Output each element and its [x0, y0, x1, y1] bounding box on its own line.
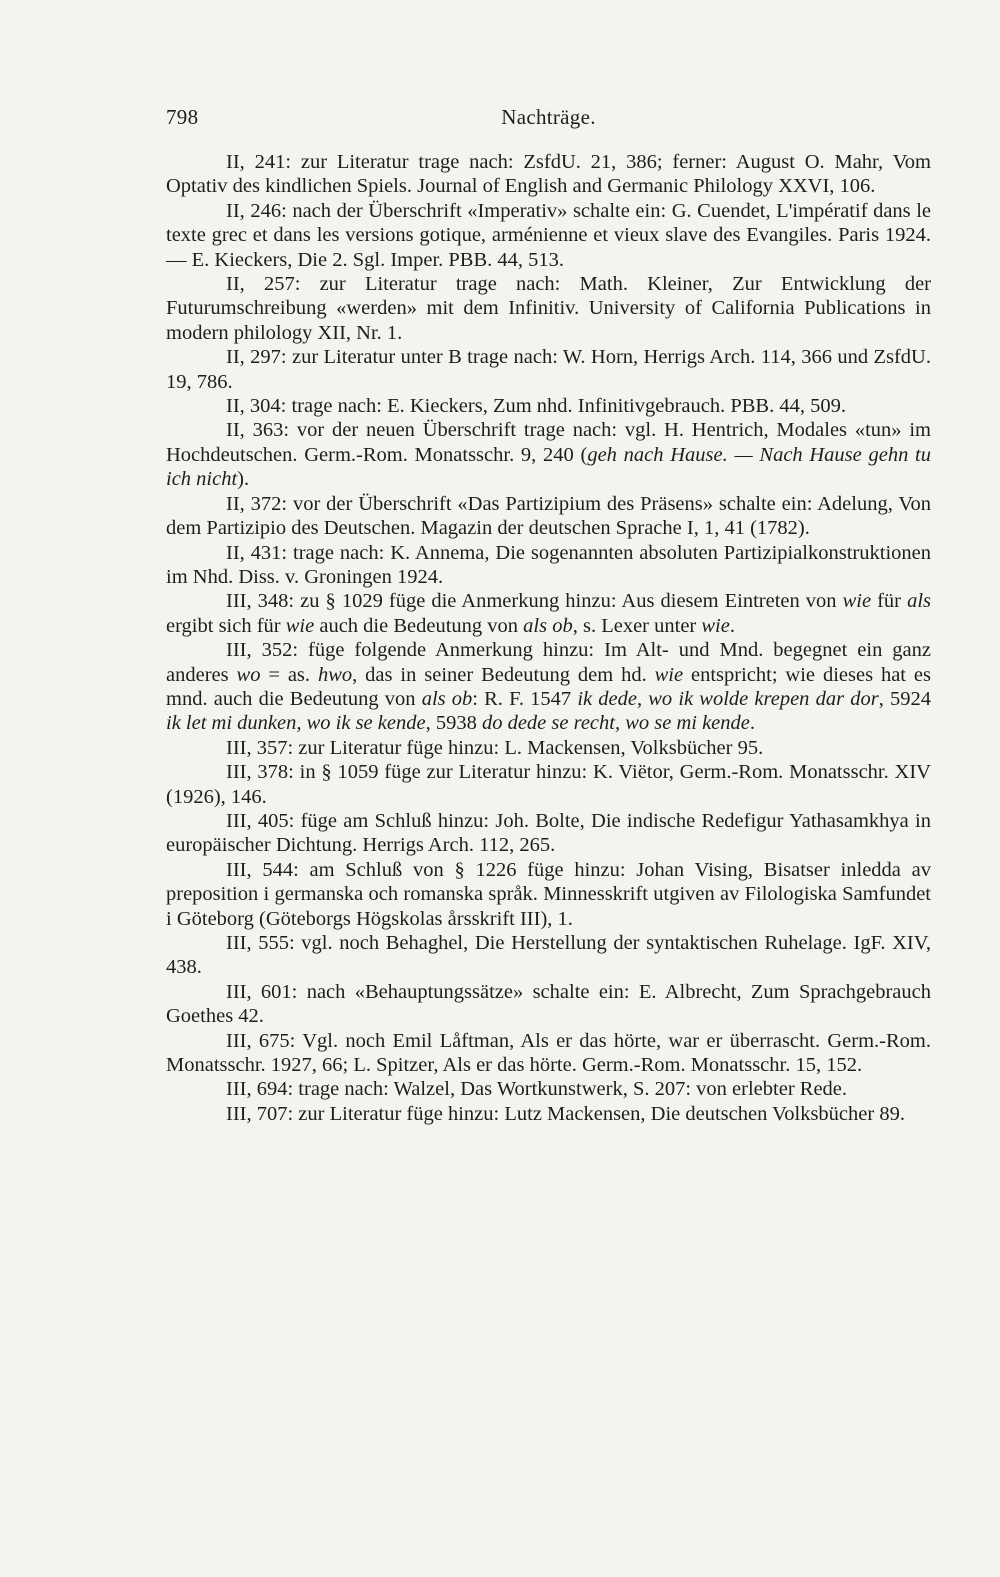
entry-ii-257: II, 257: zur Literatur trage nach: Math. Kleiner, Zur Entwicklung der Futurumschreibung «werden» mit dem Infinitiv. University of California Publications in modern philology XII, Nr. 1. [166, 273, 931, 344]
entry-ii-297: II, 297: zur Literatur unter B trage nach: W. Horn, Herrigs Arch. 114, 366 und ZsfdU. 19, 786. [166, 346, 931, 393]
entry-iii-352: III, 352: füge folgende Anmerkung hinzu: Im Alt- und Mnd. begegnet ein ganz anderes wo = as. hwo, das in seiner Bedeutung dem hd. wie entspricht; wie dieses hat es mnd. auch die Bedeutung von als ob: R. F. 1547 ik dede, wo ik wolde krepen dar dor, 5924 ik let mi dunken, wo ik se kende, 5938 do dede se recht, wo se mi kende. [166, 639, 931, 735]
entry-iii-348: III, 348: zu § 1029 füge die Anmerkung hinzu: Aus diesem Eintreten von wie für als ergibt sich für wie auch die Bedeutung von als ob, s. Lexer unter wie. [166, 590, 931, 637]
entry-iii-555: III, 555: vgl. noch Behaghel, Die Herstellung der syntaktischen Ruhelage. IgF. XIV, 438. [166, 932, 931, 979]
entry-iii-601: III, 601: nach «Behauptungssätze» schalte ein: E. Albrecht, Zum Sprachgebrauch Goethes 42. [166, 980, 931, 1028]
entry-iii-357: III, 357: zur Literatur füge hinzu: L. Mackensen, Volksbücher 95. [226, 736, 764, 759]
entry-iii-694: III, 694: trage nach: Walzel, Das Wortkunstwerk, S. 207: von erlebter Rede. [226, 1078, 848, 1101]
entry-ii-241: II, 241: zur Literatur trage nach: ZsfdU. 21, 386; ferner: August O. Mahr, Vom Optativ des kindlichen Spiels. Journal of English and Germanic Philology XXVI, 106. [166, 151, 931, 198]
page-number: 798 [166, 105, 199, 129]
entry-iii-707: III, 707: zur Literatur füge hinzu: Lutz Mackensen, Die deutschen Volksbücher 89. [226, 1102, 905, 1125]
entry-iii-405: III, 405: füge am Schluß hinzu: Joh. Bolte, Die indische Redefigur Yathasamkhya in europäischer Dichtung. Herrigs Arch. 112, 265. [166, 809, 931, 857]
entry-ii-372: II, 372: vor der Überschrift «Das Partizipium des Präsens» schalte ein: Adelung, Von dem Partizipio des Deutschen. Magazin der deutschen Sprache I, 1, 41 (1782). [166, 492, 931, 540]
entry-iii-544: III, 544: am Schluß von § 1226 füge hinzu: Johan Vising, Bisatser inledda av preposition i germanska och romanska språk. Minnesskrift utgiven av Filologiska Samfundet i Göteborg (Göteborgs Högskolas årsskrift III), 1. [166, 858, 931, 930]
entry-ii-363: II, 363: vor der neuen Überschrift trage nach: vgl. H. Hentrich, Modales «tun» im Hochdeutschen. Germ.-Rom. Monatsschr. 9, 240 (geh nach Hause. — Nach Hause gehn tu ich nicht). [166, 419, 931, 491]
entry-iii-675: III, 675: Vgl. noch Emil Låftman, Als er das hörte, war er überrascht. Germ.-Rom. Monatsschr. 1927, 66; L. Spitzer, Als er das hörte. Germ.-Rom. Monatsschr. 15, 152. [166, 1029, 931, 1077]
entry-iii-378: III, 378: in § 1059 füge zur Literatur hinzu: K. Viëtor, Germ.-Rom. Monatsschr. XIV (1926), 146. [166, 761, 931, 808]
addenda-text [166, 150, 931, 1126]
entry-ii-304: II, 304: trage nach: E. Kieckers, Zum nhd. Infinitivgebrauch. PBB. 44, 509. [226, 395, 846, 418]
running-title: Nachträge. [501, 105, 596, 129]
italic-example: geh nach Hause. — Nach Hause gehn tu ich nicht [166, 443, 931, 491]
entry-ii-431: II, 431: trage nach: K. Annema, Die sogenannten absoluten Partizipialkonstruktionen im Nhd. Diss. v. Groningen 1924. [166, 541, 931, 588]
page-header [166, 105, 931, 139]
entry-ii-246: II, 246: nach der Überschrift «Imperativ» schalte ein: G. Cuendet, L'impératif dans le texte grec et dans les versions gotique, arménienne et vieux slave des Evangiles. Paris 1924. — E. Kieckers, Die 2. Sgl. Imper. PBB. 44, 513. [166, 199, 931, 271]
